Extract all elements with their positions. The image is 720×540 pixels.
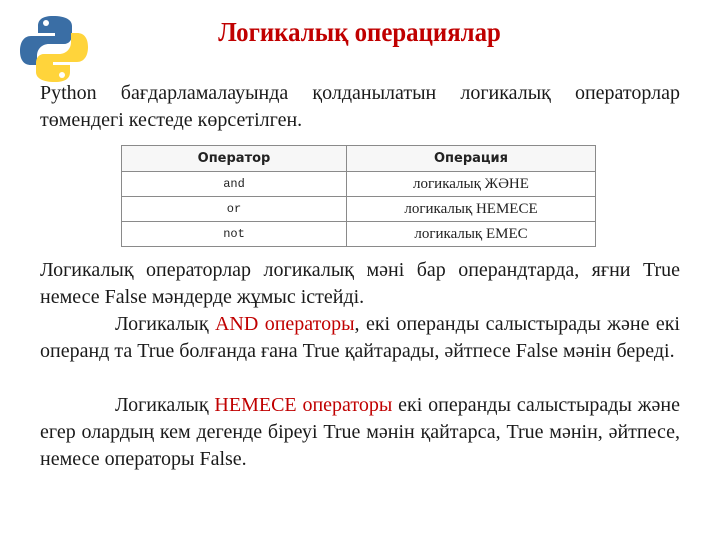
paragraph-suffix: екі операнды салыстырады және егер олардың кем дегенде біреуі True мәнін қайтарса, True мәнін, әйтпесе, немесе операторы False. bbox=[40, 394, 680, 470]
column-header-operator: Оператор bbox=[122, 146, 347, 172]
paragraph-suffix: , екі операнды салыстырады және екі операнд та True болғанда ғана True қайтарады, әйтпесе False мәнін береді. bbox=[40, 313, 680, 362]
slide-title bbox=[0, 17, 720, 48]
operation-cell: логикалық НЕМЕСЕ bbox=[347, 197, 596, 222]
and-operator-highlight: AND операторы bbox=[214, 313, 355, 335]
operator-cell: or bbox=[122, 197, 347, 222]
operator-cell: and bbox=[122, 172, 347, 197]
operator-cell: not bbox=[122, 222, 347, 247]
table-row bbox=[122, 222, 596, 247]
table-row bbox=[122, 172, 596, 197]
logical-operators-paragraph bbox=[40, 257, 680, 311]
or-operator-highlight: НЕМЕСЕ операторы bbox=[214, 394, 393, 416]
operation-cell: логикалық ЖӘНЕ bbox=[347, 172, 596, 197]
paragraph-text: Логикалық операторлар логикалық мәні бар операндтарда, яғни True немесе False мәндерде жұмыс істейді. bbox=[40, 259, 680, 308]
operators-table bbox=[121, 145, 596, 247]
intro-text: Python бағдарламалауында қолданылатын логикалық операторлар төмендегі кестеде көрсетілген. bbox=[40, 82, 680, 131]
table-row bbox=[122, 197, 596, 222]
column-header-operation: Операция bbox=[347, 146, 596, 172]
slide-title-text: Логикалық операциялар bbox=[218, 17, 502, 47]
operation-cell: логикалық ЕМЕС bbox=[347, 222, 596, 247]
and-operator-paragraph bbox=[40, 311, 680, 365]
intro-paragraph bbox=[40, 80, 680, 134]
paragraph-prefix: Логикалық bbox=[115, 394, 215, 416]
table-header-row bbox=[122, 146, 596, 172]
paragraph-prefix: Логикалық bbox=[115, 313, 215, 335]
or-operator-paragraph bbox=[40, 392, 680, 473]
